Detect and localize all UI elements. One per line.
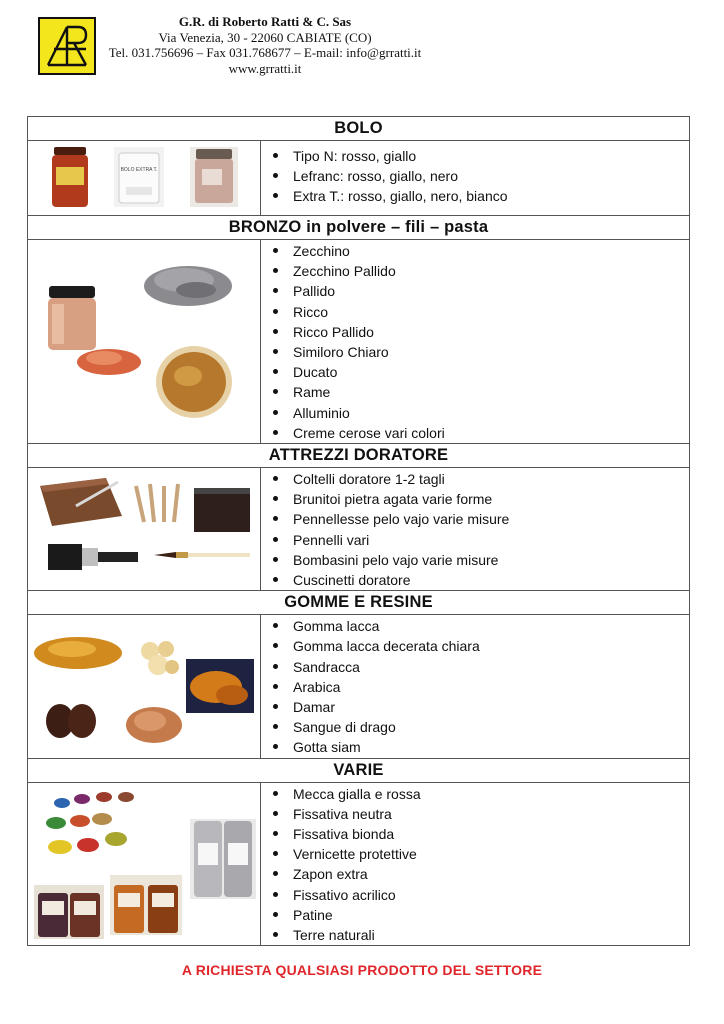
product-images	[28, 615, 261, 758]
agate-burnishers-image	[128, 482, 190, 526]
item-list-cell	[261, 615, 690, 758]
item-list	[261, 240, 689, 443]
item-list-cell	[261, 240, 690, 444]
section-header-row	[28, 117, 690, 141]
item-list	[261, 783, 689, 946]
list-item: Zecchino Pallido	[281, 261, 689, 281]
list-item: Fissativo acrilico	[281, 885, 689, 905]
list-item: Rame	[281, 382, 689, 402]
section-header-row	[28, 758, 690, 782]
list-item: Lefranc: rosso, giallo, nero	[281, 166, 689, 186]
list-item: Fissativa bionda	[281, 824, 689, 844]
item-list-cell	[261, 468, 690, 591]
list-item: Similoro Chiaro	[281, 342, 689, 362]
list-item: Zecchino	[281, 241, 689, 261]
company-website[interactable]: www.grratti.it	[228, 60, 302, 76]
section-title: GOMME E RESINE	[28, 591, 690, 615]
section-row	[28, 782, 690, 946]
round-brush-image	[154, 548, 252, 562]
section-header-row	[28, 591, 690, 615]
list-item: Pennellesse pelo vajo varie misure	[281, 509, 689, 529]
amber-jars-image	[110, 875, 182, 935]
list-item: Fissativa neutra	[281, 804, 689, 824]
list-item: Ricco Pallido	[281, 322, 689, 342]
gilder-tip-brush-image	[194, 488, 252, 534]
item-list	[261, 468, 689, 590]
list-item: Coltelli doratore 1-2 tagli	[281, 469, 689, 489]
product-images	[28, 468, 261, 591]
pigments-image	[42, 791, 142, 863]
list-item: Cuscinetti doratore	[281, 570, 689, 590]
section-header-row	[28, 444, 690, 468]
list-item: Mecca gialla e rossa	[281, 784, 689, 804]
letterhead	[0, 0, 724, 90]
gamboge-resin-image	[186, 659, 254, 713]
section-row	[28, 141, 690, 216]
flat-brush-image	[48, 542, 140, 572]
section-row	[28, 615, 690, 758]
gold-paste-dish-image	[154, 344, 234, 420]
item-list-cell	[261, 782, 690, 946]
fixative-bottles-image	[190, 819, 256, 899]
dragon-blood-image	[42, 701, 100, 741]
list-item: Bombasini pelo vajo varie misure	[281, 550, 689, 570]
gilder-cushion-image	[36, 476, 124, 528]
list-item: Alluminio	[281, 403, 689, 423]
bolo-extra-jar-image	[114, 147, 164, 207]
footer-note: A RICHIESTA QUALSIASI PRODOTTO DEL SETTORE	[181, 962, 543, 978]
item-list-cell	[261, 141, 690, 216]
logo-mark-icon	[40, 19, 94, 73]
silver-powder-image	[140, 256, 236, 312]
section-title: ATTREZZI DORATORE	[28, 444, 690, 468]
list-item: Gomma lacca decerata chiara	[281, 636, 689, 656]
list-item: Tipo N: rosso, giallo	[281, 146, 689, 166]
list-item: Damar	[281, 697, 689, 717]
bolo-red-jar-image	[50, 147, 90, 209]
list-item: Patine	[281, 905, 689, 925]
company-logo	[38, 17, 96, 75]
list-item: Gotta siam	[281, 737, 689, 757]
list-item: Brunitoi pietra agata varie forme	[281, 489, 689, 509]
section-title: BRONZO in polvere – fili – pasta	[28, 216, 690, 240]
company-info	[100, 14, 430, 76]
product-images	[28, 782, 261, 946]
dark-jars-image	[34, 885, 104, 939]
list-item: Terre naturali	[281, 925, 689, 945]
product-images	[28, 141, 261, 216]
list-item: Arabica	[281, 677, 689, 697]
list-item: Ducato	[281, 362, 689, 382]
list-item: Creme cerose vari colori	[281, 423, 689, 443]
section-title: VARIE	[28, 758, 690, 782]
list-item: Sandracca	[281, 657, 689, 677]
list-item: Extra T.: rosso, giallo, nero, bianco	[281, 186, 689, 206]
company-name: G.R. di Roberto Ratti & C. Sas	[178, 14, 352, 29]
list-item: Gomma lacca	[281, 616, 689, 636]
sandarac-image	[124, 701, 184, 745]
section-title: BOLO	[28, 117, 690, 141]
svg-text:BOLO EXTRA T.: BOLO EXTRA T.	[120, 167, 158, 173]
item-list	[261, 141, 689, 207]
copper-powder-image	[74, 340, 144, 380]
product-images	[28, 240, 261, 444]
list-item: Sangue di drago	[281, 717, 689, 737]
list-item: Ricco	[281, 302, 689, 322]
arabic-gum-image	[136, 637, 182, 681]
company-contacts: Tel. 031.756696 – Fax 031.768677 – E-mail: info@grratti.it	[108, 45, 422, 60]
list-item: Vernicette protettive	[281, 844, 689, 864]
section-row	[28, 240, 690, 444]
section-header-row	[28, 216, 690, 240]
product-catalog-table	[27, 116, 690, 946]
item-list	[261, 615, 689, 757]
shellac-flakes-image	[32, 629, 124, 675]
company-address: Via Venezia, 30 - 22060 CABIATE (CO)	[158, 29, 372, 45]
section-row	[28, 468, 690, 591]
list-item: Pennelli vari	[281, 530, 689, 550]
bolo-pink-jar-image	[190, 147, 238, 207]
list-item: Pallido	[281, 281, 689, 301]
list-item: Zapon extra	[281, 864, 689, 884]
